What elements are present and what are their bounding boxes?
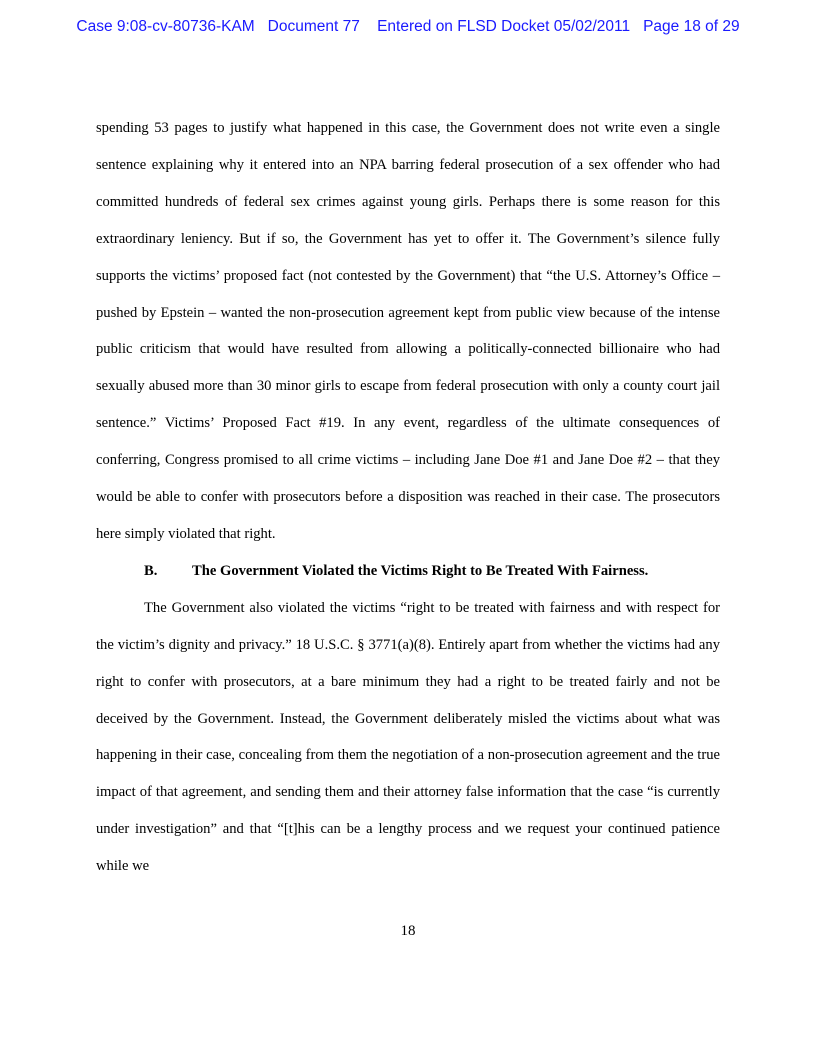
section-heading: [96, 553, 720, 590]
docket-entry: Entered on FLSD Docket 05/02/2011: [377, 18, 631, 35]
section-heading-text: The Government Violated the Victims Right to Be Treated With Fairness.: [192, 562, 649, 579]
document-body: [96, 110, 720, 885]
case-number: Case 9:08-cv-80736-KAM: [76, 18, 255, 35]
body-paragraph-2: The Government also violated the victims “right to be treated with fairness and with respect for the victim’s dignity and privacy.” 18 U.S.C. § 3771(a)(8). Entirely apart from whether the victims had any right to confer with prosecutors, at a bare minimum they had a right to be treated fairly and not be deceived by the Government. Instead, the Government deliberately misled the victims about what was happening in their case, concealing from them the negotiation of a non-prosecution agreement and the true impact of that agreement, and sending them and their attorney false information that the case “is currently under investigation” and that “[t]his can be a lengthy process and we request your continued patience while we: [96, 599, 720, 875]
body-paragraph-1: spending 53 pages to justify what happened in this case, the Government does not write even a single sentence explaining why it entered into an NPA barring federal prosecution of a sex offender who had committed hundreds of federal sex crimes against young girls. Perhaps there is some reason for this extraordinary leniency. But if so, the Government has yet to offer it. The Government’s silence fully supports the victims’ proposed fact (not contested by the Government) that “the U.S. Attorney’s Office – pushed by Epstein – wanted the non-prosecution agreement kept from public view because of the intense public criticism that would have resulted from allowing a politically-connected billionaire who had sexually abused more than 30 minor girls to escape from federal prosecution with only a county court jail sentence.” Victims’ Proposed Fact #19. In any event, regardless of the ultimate consequences of conferring, Congress promised to all crime victims – including Jane Doe #1 and Jane Doe #2 – that they would be able to confer with prosecutors before a disposition was reached in their case. The prosecutors here simply violated that right.: [96, 120, 720, 542]
document-number: Document 77: [267, 18, 360, 35]
page-count: Page 18 of 29: [643, 18, 740, 35]
section-heading-letter: B.: [144, 562, 158, 579]
docket-header-stamp: [0, 18, 816, 36]
page-number: 18: [400, 923, 416, 939]
